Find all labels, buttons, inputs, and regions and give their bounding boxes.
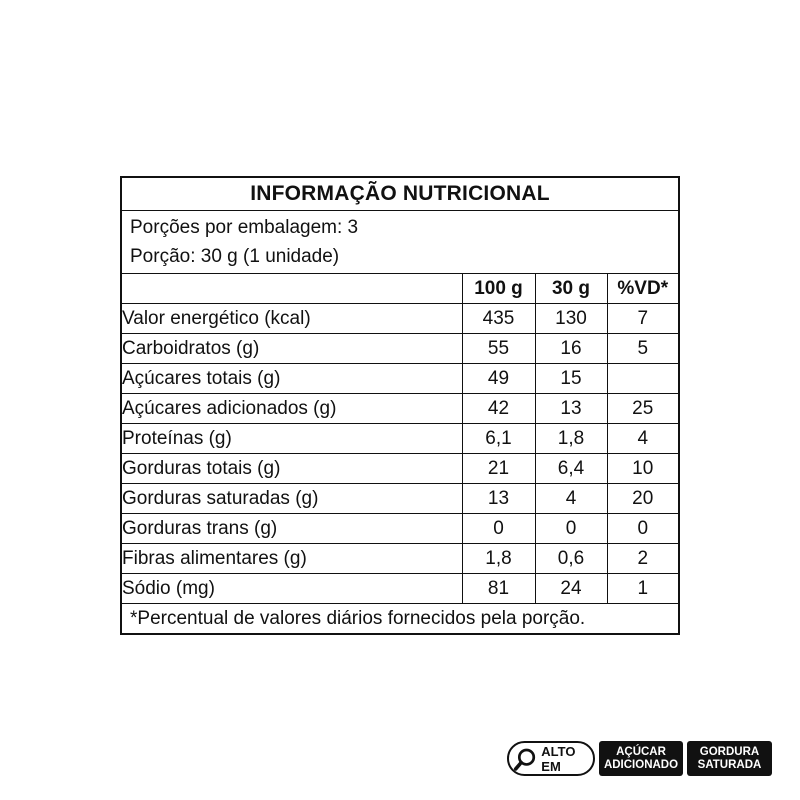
header-30g: 30 g: [535, 274, 607, 304]
table-row: [122, 424, 678, 454]
value-100g: 21: [462, 454, 535, 484]
table-row: [122, 334, 678, 364]
value-30g: 4: [535, 484, 607, 514]
nutrient-name: Gorduras saturadas (g): [122, 484, 462, 514]
nutrient-name: Fibras alimentares (g): [122, 544, 462, 574]
nutrient-name: Açúcares adicionados (g): [122, 394, 462, 424]
header-vd: %VD*: [607, 274, 678, 304]
value-vd: 20: [607, 484, 678, 514]
serving-size: Porção: 30 g (1 unidade): [130, 246, 340, 267]
value-100g: 81: [462, 574, 535, 604]
value-vd: 4: [607, 424, 678, 454]
value-100g: 13: [462, 484, 535, 514]
value-100g: 6,1: [462, 424, 535, 454]
header-100g: 100 g: [462, 274, 535, 304]
badge-line: AÇÚCAR: [616, 745, 666, 758]
value-30g: 1,8: [535, 424, 607, 454]
nutrient-name: Açúcares totais (g): [122, 364, 462, 394]
table-row: [122, 364, 678, 394]
table-row: [122, 574, 678, 604]
value-vd: [607, 364, 678, 394]
table-row: [122, 514, 678, 544]
saturated-fat-badge: [687, 741, 772, 776]
servings-per-package: Porções por embalagem: 3: [130, 217, 359, 238]
table-row: [122, 394, 678, 424]
nutrient-name: Carboidratos (g): [122, 334, 462, 364]
table-row: [122, 304, 678, 334]
value-30g: 13: [535, 394, 607, 424]
footnote: *Percentual de valores diários fornecidos pela porção.: [130, 608, 586, 629]
front-of-pack-warning: [507, 741, 774, 776]
value-vd: 10: [607, 454, 678, 484]
nutrient-name: Valor energético (kcal): [122, 304, 462, 334]
nutrient-name: Gorduras trans (g): [122, 514, 462, 544]
nutrient-name: Gorduras totais (g): [122, 454, 462, 484]
value-100g: 55: [462, 334, 535, 364]
badge-line: SATURADA: [697, 758, 762, 771]
header-row: [122, 274, 678, 304]
serving-info: [122, 211, 678, 274]
value-vd: 0: [607, 514, 678, 544]
value-vd: 5: [607, 334, 678, 364]
badge-line: GORDURA: [699, 745, 760, 758]
value-100g: 42: [462, 394, 535, 424]
value-30g: 0,6: [535, 544, 607, 574]
table-row: [122, 544, 678, 574]
badge-line: ADICIONADO: [603, 758, 679, 771]
alto-em-label: ALTO EM: [541, 743, 576, 774]
value-vd: 7: [607, 304, 678, 334]
header-empty: [122, 274, 462, 304]
value-vd: 25: [607, 394, 678, 424]
value-100g: 435: [462, 304, 535, 334]
nutrition-table: [122, 274, 678, 604]
nutrient-name: Sódio (mg): [122, 574, 462, 604]
value-100g: 1,8: [462, 544, 535, 574]
value-30g: 16: [535, 334, 607, 364]
value-vd: 1: [607, 574, 678, 604]
value-30g: 15: [535, 364, 607, 394]
value-100g: 0: [462, 514, 535, 544]
value-100g: 49: [462, 364, 535, 394]
value-30g: 6,4: [535, 454, 607, 484]
table-row: [122, 484, 678, 514]
table-row: [122, 454, 678, 484]
value-30g: 24: [535, 574, 607, 604]
panel-title: INFORMAÇÃO NUTRICIONAL: [122, 178, 678, 211]
value-30g: 130: [535, 304, 607, 334]
nutrition-facts-panel: [120, 176, 680, 635]
magnifier-icon: [513, 745, 538, 773]
value-vd: 2: [607, 544, 678, 574]
nutrient-name: Proteínas (g): [122, 424, 462, 454]
added-sugar-badge: [599, 741, 683, 776]
alto-em-tag: [507, 741, 595, 776]
value-30g: 0: [535, 514, 607, 544]
